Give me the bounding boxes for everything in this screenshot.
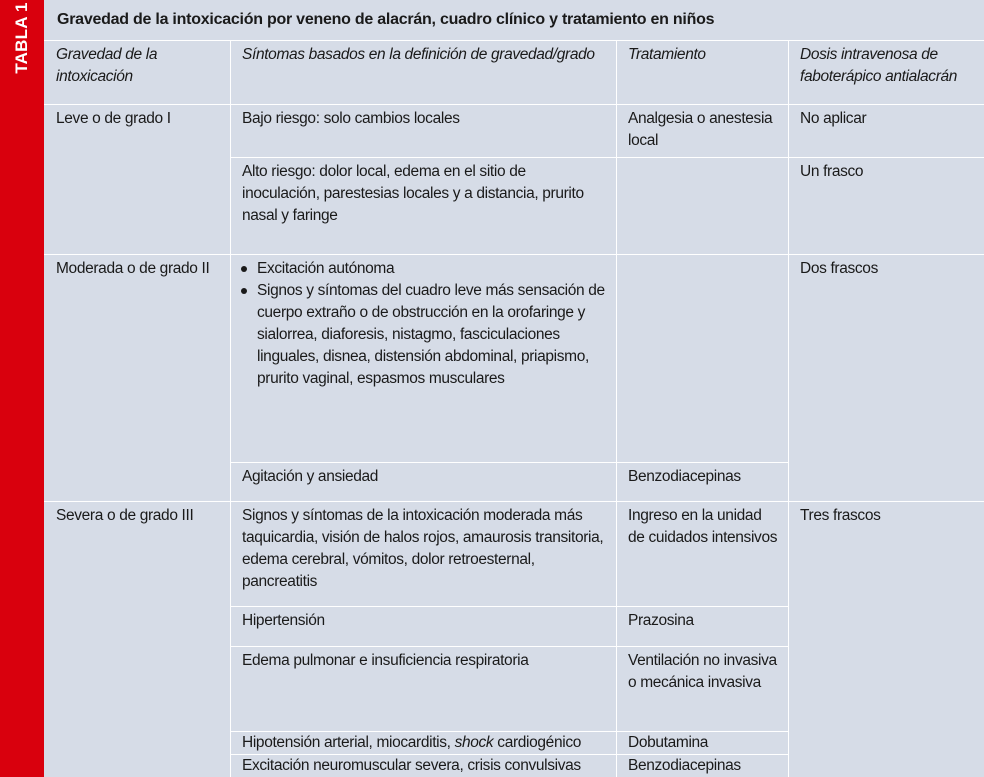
severity-leve: Leve o de grado I	[56, 110, 171, 127]
treatment-cell: Analgesia o anestesia local	[628, 110, 773, 149]
treatment-cell: Prazosina	[628, 612, 694, 629]
table-title: Gravedad de la intoxicación por veneno de alacrán, cuadro clínico y tratamiento en niños	[57, 11, 715, 28]
symptoms-cell	[230, 731, 616, 754]
symptoms-cell: Alto riesgo: dolor local, edema en el sitio de inoculación, parestesias locales y a distancia, prurito nasal y faringe	[242, 163, 584, 224]
severity-moderada: Moderada o de grado II	[56, 260, 210, 277]
symptoms-emphasis: shock	[454, 734, 494, 751]
table-label-bar	[0, 0, 44, 777]
dose-cell: Tres frascos	[800, 507, 881, 524]
dose-cell: Un frasco	[800, 163, 864, 180]
header-sintomas: Síntomas basados en la definición de gravedad/grado	[242, 46, 595, 63]
bullet-item: Signos y síntomas del cuadro leve más sensación de cuerpo extraño o de obstrucción en la orofaringe y sialorrea, diaforesis, nistagmo, fasciculaciones linguales, disnea, distensión abdominal, priapismo, prurito vaginal, espasmos musculares	[238, 280, 607, 390]
symptoms-cell	[230, 255, 616, 390]
treatment-cell	[616, 255, 788, 258]
symptoms-text: Hipotensión arterial, miocarditis,	[242, 734, 455, 751]
symptoms-text: cardiogénico	[493, 734, 581, 751]
severity-severa: Severa o de grado III	[56, 507, 194, 524]
symptoms-cell: Excitación neuromuscular severa, crisis convulsivas	[242, 757, 581, 774]
dose-cell: No aplicar	[800, 110, 867, 127]
treatment-cell: Ventilación no invasiva o mecánica invasiva	[628, 652, 777, 691]
treatment-cell: Dobutamina	[628, 734, 709, 751]
symptoms-cell: Edema pulmonar e insuficiencia respiratoria	[242, 652, 529, 669]
header-gravedad: Gravedad de la intoxicación	[56, 46, 158, 85]
treatment-cell: Benzodiacepinas	[628, 757, 741, 774]
treatment-cell	[616, 158, 788, 161]
treatment-cell: Benzodiacepinas	[628, 468, 741, 485]
bullet-item: Excitación autónoma	[238, 258, 607, 280]
divider	[788, 40, 789, 777]
symptoms-cell: Agitación y ansiedad	[242, 468, 379, 485]
symptoms-bullet-list	[238, 258, 607, 390]
header-dosis: Dosis intravenosa de faboterápico antialacrán	[800, 46, 958, 85]
table-number-label: TABLA 1	[12, 2, 31, 74]
treatment-cell: Ingreso en la unidad de cuidados intensivos	[628, 507, 778, 546]
dose-cell: Dos frascos	[800, 260, 878, 277]
header-tratamiento: Tratamiento	[628, 46, 706, 63]
symptoms-cell: Signos y síntomas de la intoxicación moderada más taquicardia, visión de halos rojos, amaurosis transitoria, edema cerebral, vómitos, dolor retroesternal, pancreatitis	[242, 507, 604, 590]
symptoms-cell: Bajo riesgo: solo cambios locales	[242, 110, 460, 127]
symptoms-cell: Hipertensión	[242, 612, 325, 629]
